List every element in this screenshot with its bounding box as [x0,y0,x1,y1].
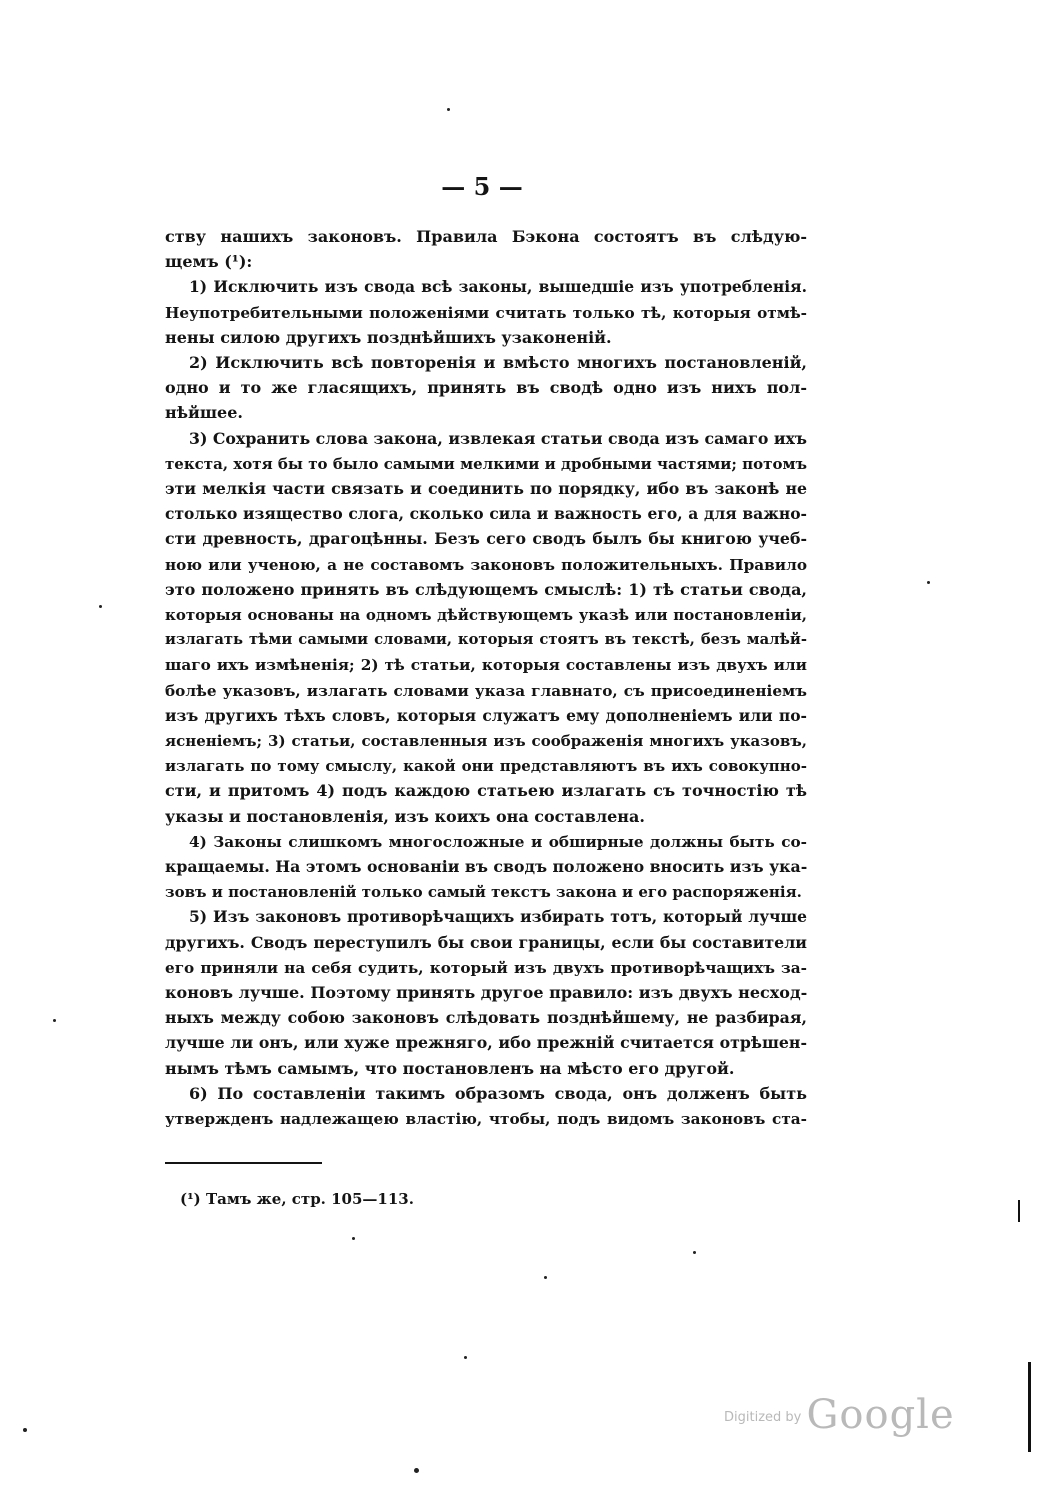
scan-speck [447,108,450,111]
scan-speck [23,1428,27,1432]
text-line: ныхъ между собою законовъ слѣдовать позднѣйшему, не разбирая, [165,1008,807,1028]
scan-speck [544,1276,547,1279]
google-watermark [724,1392,955,1438]
watermark-small-text: Digitized by [724,1410,802,1425]
text-line: указы и постановленія, изъ коихъ она составлена. [165,806,645,826]
text-line: утвержденъ надлежащею властію, чтобы, подъ видомъ законовъ ста- [165,1110,807,1128]
scan-speck [352,1237,355,1240]
scan-speck [414,1468,419,1473]
page-number: — 5 — [441,172,523,201]
text-line: нѣйшее. [165,403,243,423]
text-line: которыя основаны на одномъ дѣйствующемъ указѣ или постановленіи, [165,606,807,624]
text-line: другихъ. Сводъ переступилъ бы свои границы, если бы составители [165,932,807,952]
text-line: изъ другихъ тѣхъ словъ, которыя служатъ ему дополненіемъ или по- [165,705,807,725]
scan-speck [464,1356,467,1359]
text-line: 1) Исключить изъ свода всѣ законы, вышедшіе изъ употребленія. [189,277,807,297]
text-line: излагать тѣми самыми словами, которыя стоятъ въ текстѣ, безъ малѣй- [165,631,807,649]
text-line: нены силою другихъ позднѣйшихъ узаконеній. [165,327,612,347]
text-line: зовъ и постановленій только самый текстъ закона и его распоряженія. [165,883,802,902]
text-line: 4) Законы слишкомъ многосложные и обширные должны быть со- [189,832,807,851]
text-line: 2) Исключить всѣ повторенія и вмѣсто многихъ постановленій, [189,353,807,372]
page-edge-mark [1018,1200,1020,1222]
text-line: кращаемы. На этомъ основаніи въ сводъ положено вносить изъ ука- [165,857,808,876]
scan-speck [927,581,930,584]
page-edge-mark [1028,1362,1031,1452]
text-line: коновъ лучше. Поэтому принять другое правило: изъ двухъ несход- [165,983,808,1002]
text-line: болѣе указовъ, излагать словами указа главнато, съ присоединеніемъ [165,681,807,700]
text-line: это положено принять въ слѣдующемъ смыслѣ: 1) тѣ статьи свода, [165,579,807,599]
text-line: текста, хотя бы то было самыми мелкими и дробными частями; потомъ [165,454,807,473]
scan-speck [693,1251,696,1254]
text-line: 6) По составленіи такимъ образомъ свода, онъ долженъ быть [189,1083,807,1103]
text-line: столько изящество слога, сколько сила и важность его, а для важно- [165,504,807,524]
scan-speck [99,605,102,608]
text-line: 3) Сохранить слова закона, извлекая статьи свода изъ самаго ихъ [189,428,808,448]
footnote-divider [165,1162,322,1164]
text-line: ству нашихъ законовъ. Правила Бэкона состоятъ въ слѣдую- [165,227,807,246]
text-line: 5) Изъ законовъ противорѣчащихъ избирать тотъ, который лучше [189,907,807,927]
text-line: эти мелкія части связать и соединить по порядку, ибо въ законѣ не [165,479,807,498]
text-line: ясненіемъ; 3) статьи, составленныя изъ соображенія многихъ указовъ, [165,732,807,750]
text-line: одно и то же гласящихъ, принять въ сводѣ одно изъ нихъ пол- [165,378,807,398]
text-line: сти, и притомъ 4) подъ каждою статьею излагать съ точностію тѣ [165,781,807,801]
text-line: его приняли на себя судить, который изъ двухъ противорѣчащихъ за- [165,958,807,977]
text-line: излагать по тому смыслу, какой они представляютъ въ ихъ совокупно- [165,757,807,776]
text-line: щемъ (¹): [165,252,253,272]
text-line: сти древность, драгоцѣнны. Безъ сего сводъ былъ бы книгою учеб- [165,529,807,549]
text-line: нымъ тѣмъ самымъ, что постановленъ на мѣсто его другой. [165,1058,735,1078]
text-line: Неупотребительными положеніями считать только тѣ, которыя отмѣ- [165,303,807,322]
text-line: шаго ихъ измѣненія; 2) тѣ статьи, которыя составлены изъ двухъ или [165,656,807,675]
text-line: ною или ученою, а не составомъ законовъ положительныхъ. Правило [165,555,807,574]
text-line: лучше ли онъ, или хуже прежняго, ибо прежній считается отрѣшен- [165,1033,807,1053]
scan-speck [53,1019,56,1022]
watermark-logo-text: Google [806,1392,955,1438]
footnote: (¹) Тамъ же, стр. 105—113. [180,1190,414,1208]
